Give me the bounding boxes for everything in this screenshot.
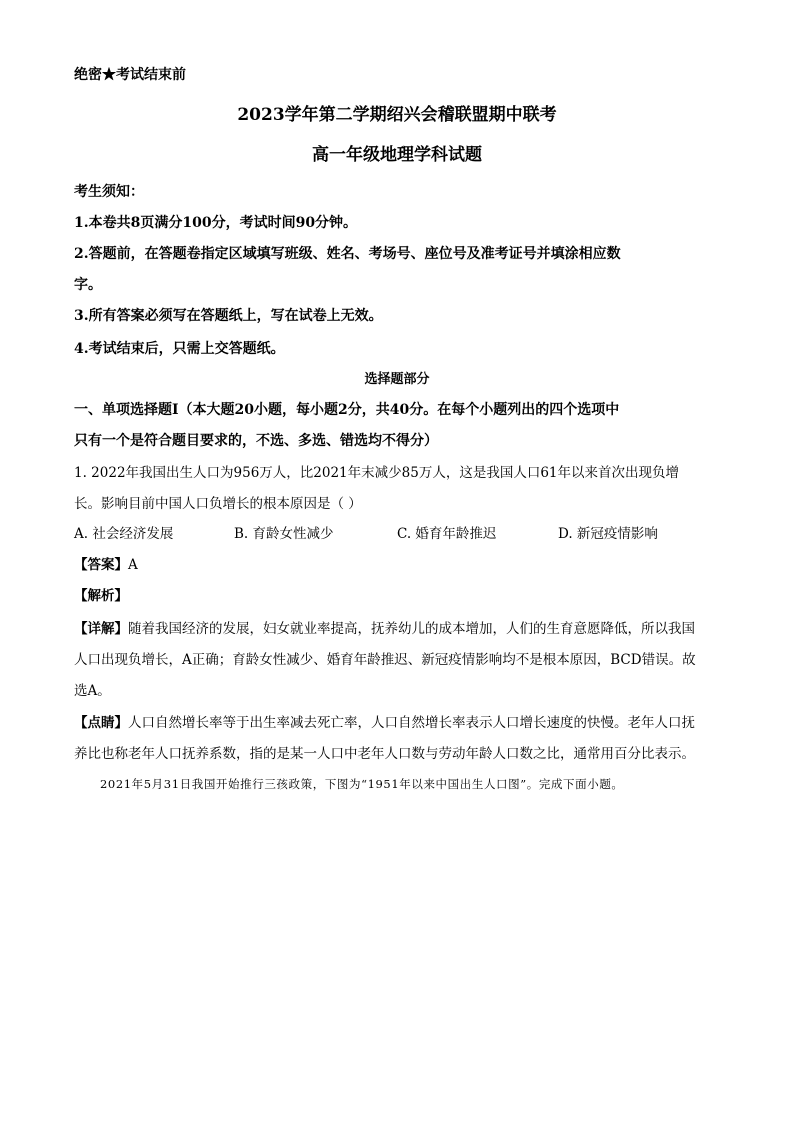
section-title: 选择题部分 (364, 372, 430, 387)
option-d: D. 新冠疫情影响 (558, 526, 658, 542)
notice-item-2: 2.答题前，在答题卷指定区域填写班级、姓名、考场号、座位号及准考证号并填涂相应数 (74, 246, 621, 262)
notice-item-3: 3.所有答案必须写在答题纸上，写在试卷上无效。 (74, 308, 383, 324)
detail-line-3: 选A。 (74, 683, 111, 699)
notice-item-4: 4.考试结束后，只需上交答题纸。 (74, 341, 285, 357)
notice-item-2-cont: 字。 (74, 277, 102, 293)
notice-item-1: 1.本卷共8页满分100分，考试时间90分钟。 (74, 215, 358, 231)
part-instruction-line-2: 只有一个是符合题目要求的，不选、多选、错选均不得分） (74, 433, 438, 449)
analysis-tag: 【解析】 (74, 588, 128, 604)
detail-line-2: 人口出现负增长，A正确；育龄女性减少、婚育年龄推迟、新冠疫情影响均不是根本原因，BCD错误。故 (74, 652, 696, 668)
question-1-line-1: 1. 2022年我国出生人口为956万人，比2021年末减少85万人，这是我国人口61年以来首次出现负增 (74, 465, 680, 481)
answer-row (74, 555, 138, 575)
part-instruction-line-1: 一、单项选择题Ⅰ（本大题20小题，每小题2分，共40分。在每个小题列出的四个选项中 (74, 402, 620, 418)
option-b: B. 育龄女性减少 (234, 526, 334, 542)
next-question-intro: 2021年5月31日我国开始推行三孩政策，下图为“1951年以来中国出生人口图”。完成下面小题。 (100, 777, 624, 791)
exam-subtitle: 高一年级地理学科试题 (312, 145, 482, 165)
tip-text-1: 人口自然增长率等于出生率减去死亡率，人口自然增长率表示人口增长速度的快慢。老年人口抚 (128, 715, 695, 731)
answer-value: A (128, 557, 138, 573)
option-a: A. 社会经济发展 (74, 526, 174, 542)
answer-tag: 【答案】 (74, 557, 128, 573)
confidential-label: 绝密★考试结束前 (74, 67, 186, 83)
question-1-line-2: 长。影响目前中国人口负增长的根本原因是（ ） (74, 496, 362, 512)
detail-text-1: 随着我国经济的发展，妇女就业率提高，抚养幼儿的成本增加，人们的生育意愿降低，所以我国 (128, 621, 695, 637)
detail-tag: 【详解】 (74, 621, 128, 637)
exam-title: 2023学年第二学期绍兴会稽联盟期中联考 (237, 105, 557, 125)
tip-line-2: 养比也称老年人口抚养系数，指的是某一人口中老年人口数与劳动年龄人口数之比，通常用百分比表示。 (74, 746, 695, 762)
tip-tag: 【点睛】 (74, 715, 128, 731)
notice-heading: 考生须知： (74, 184, 144, 200)
option-c: C. 婚育年龄推迟 (397, 526, 497, 542)
tip-line-1 (74, 713, 695, 733)
detail-line-1 (74, 619, 695, 639)
